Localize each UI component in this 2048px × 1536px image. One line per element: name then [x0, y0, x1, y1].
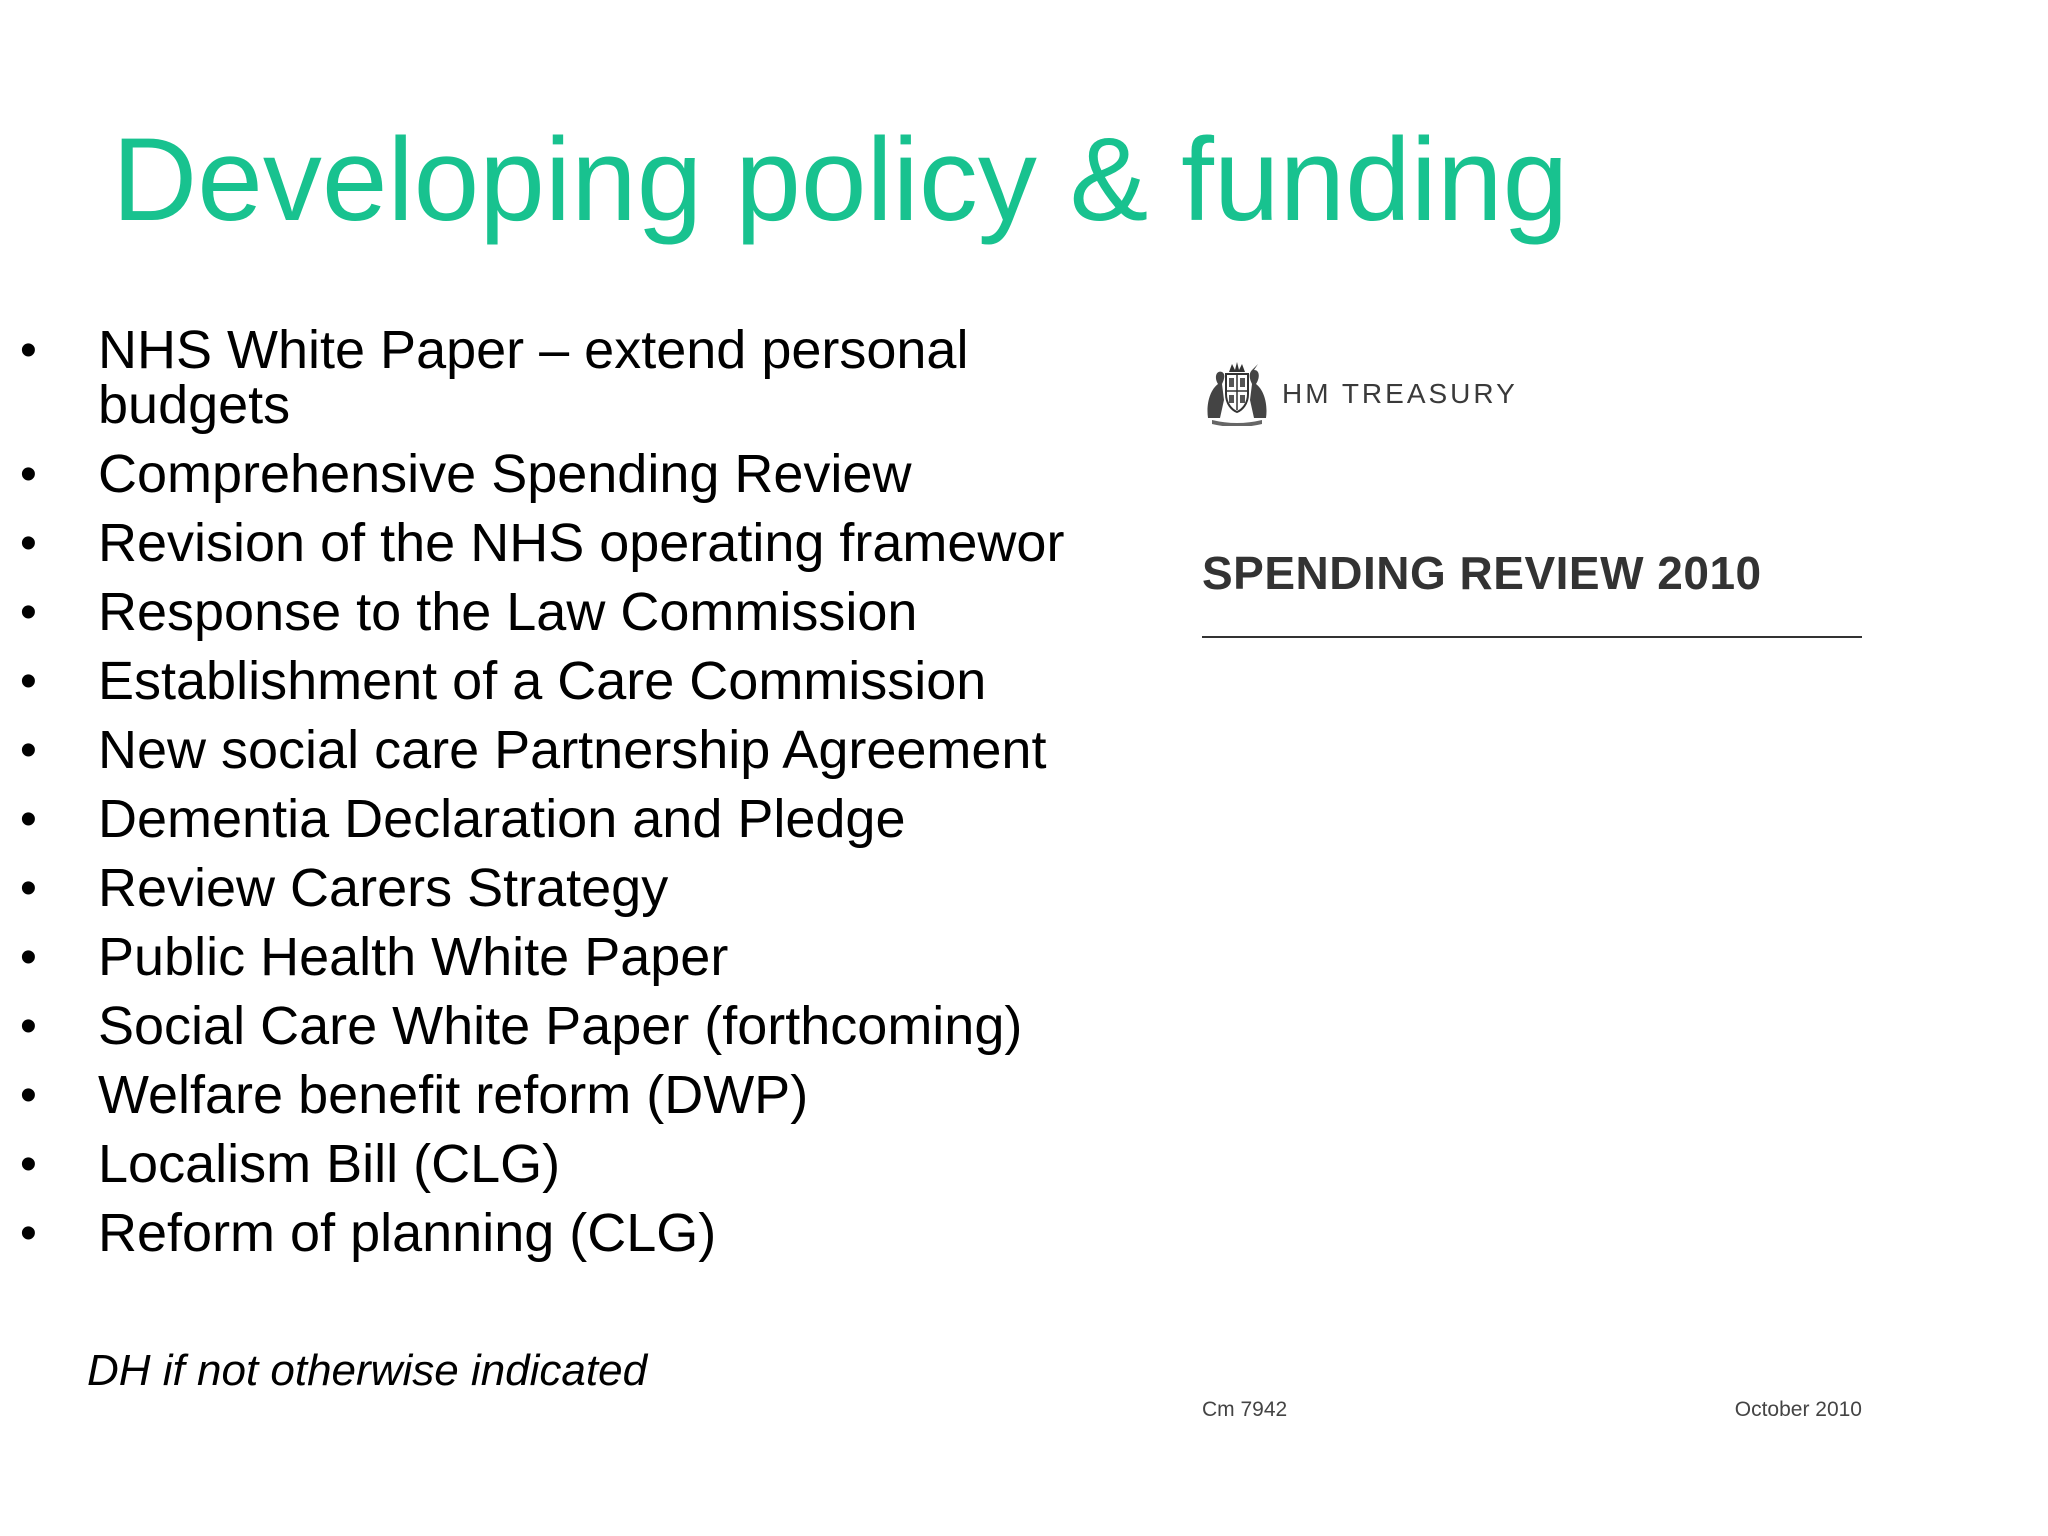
bullet-dot: •: [20, 655, 37, 708]
bullet-text: New social care Partnership Agreement: [98, 720, 1047, 780]
bullet-text: Welfare benefit reform (DWP): [98, 1065, 809, 1125]
bullet-item: [20, 513, 1115, 573]
bullet-item: [20, 323, 1115, 433]
bullet-dot: •: [20, 448, 37, 501]
bullet-text: Social Care White Paper (forthcoming): [98, 996, 1023, 1056]
bullet-text: Localism Bill (CLG): [98, 1134, 561, 1194]
bullet-text: Reform of planning (CLG): [98, 1203, 717, 1263]
bullet-item: [20, 444, 1115, 504]
bullet-text: Establishment of a Care Commission: [98, 651, 987, 711]
title-rule: [1202, 636, 1862, 638]
bullet-text: Review Carers Strategy: [98, 858, 669, 918]
bullet-dot: •: [20, 1000, 37, 1053]
publication-date: October 2010: [1734, 1398, 1862, 1421]
bullet-dot: •: [20, 793, 37, 846]
bullet-dot: •: [20, 862, 37, 915]
bullet-dot: •: [20, 1207, 37, 1260]
royal-coat-of-arms-icon: [1202, 360, 1272, 426]
slide-title: Developing policy & funding: [112, 114, 1569, 246]
bullet-text: Comprehensive Spending Review: [98, 444, 912, 504]
bullet-item: [20, 651, 1115, 711]
publisher-name: HM TREASURY: [1282, 378, 1518, 409]
bullet-text: NHS White Paper – extend personal budgets: [98, 323, 969, 435]
bullet-text: Response to the Law Commission: [98, 582, 918, 642]
bullet-item: [20, 1134, 1115, 1194]
bullet-item: [20, 582, 1115, 642]
bullet-dot: •: [20, 1138, 37, 1191]
cover-title: SPENDING REVIEW 2010: [1202, 547, 1762, 599]
bullet-item: [20, 789, 1115, 849]
bullet-item: [20, 1065, 1115, 1125]
bullet-item: [20, 720, 1115, 780]
bullet-text: Revision of the NHS operating framewor: [98, 513, 1065, 573]
bullet-dot: •: [20, 724, 37, 777]
bullet-text: Public Health White Paper: [98, 927, 729, 987]
bullet-item: [20, 927, 1115, 987]
spending-review-cover: [1190, 340, 1880, 1440]
bullet-text: Dementia Declaration and Pledge: [98, 789, 906, 849]
footnote: DH if not otherwise indicated: [87, 1346, 648, 1395]
bullet-item: [20, 858, 1115, 918]
bullet-item: [20, 1203, 1115, 1263]
bullet-dot: •: [20, 586, 37, 639]
bullet-dot: •: [20, 324, 37, 377]
bullet-dot: •: [20, 517, 37, 570]
bullet-item: [20, 996, 1115, 1056]
bullet-dot: •: [20, 1069, 37, 1122]
bullet-list: [20, 323, 1115, 1275]
command-paper-number: Cm 7942: [1202, 1398, 1288, 1421]
bullet-dot: •: [20, 931, 37, 984]
